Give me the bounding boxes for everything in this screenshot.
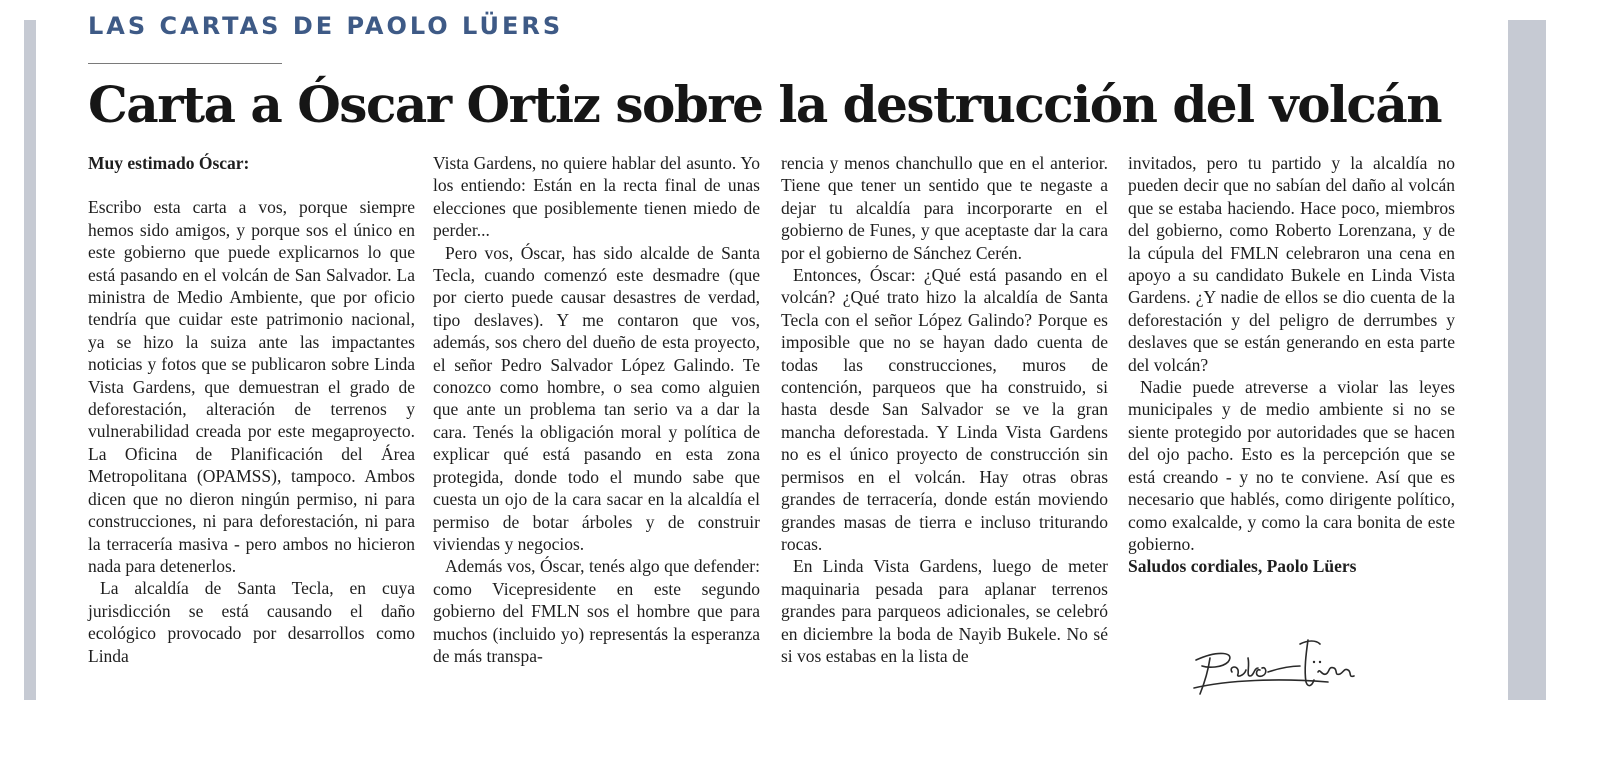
section-rule [88, 63, 282, 64]
paragraph: invitados, pero tu partido y la alcaldía no pueden decir que no sabían del daño al volcán que se estaba haciendo. Hace poco, miembros del gobierno, como Roberto Lorenzana, y de la cúpula del FMLN celebraron una cena en apoyo a su candidato Bukele en Linda Vista Gardens. ¿Y nadie de ellos se dio cuenta de la deforestación y del peligro de derrumbes y deslaves que se están generando en esta parte del volcán? [1128, 153, 1455, 375]
paragraph: Vista Gardens, no quiere hablar del asunto. Yo los entiendo: Están en la recta final de unas elecciones que posiblemente tienen miedo de perder... [433, 153, 760, 241]
right-margin-bar [1508, 20, 1546, 700]
article-column-4 [1128, 152, 1455, 578]
article-column-2 [433, 152, 760, 667]
headline: Carta a Óscar Ortiz sobre la destrucción del volcán [88, 75, 1442, 134]
paragraph: Además vos, Óscar, tenés algo que defender: como Vicepresidente en este segundo gobierno del FMLN sos el hombre que para muchos (incluido yo) representás la esperanza de más transpa- [433, 556, 760, 666]
paragraph: Escribo esta carta a vos, porque siempre hemos sido amigos, y porque sos el único en este gobierno que puede explicarnos lo que está pasando en el volcán de San Salvador. La ministra de Medio Ambiente, que por oficio tendría que cuidar este patrimonio nacional, ya se hizo la suiza ante las impactantes noticias y fotos que se publicaron sobre Linda Vista Gardens, que demuestran el grado de deforestación, alteración de terrenos y vulnerabilidad creada por este megaproyecto. La Oficina de Planificación del Área Metropolitana (OPAMSS), tampoco. Ambos dicen que no dieron ningún permiso, ni para construcciones, ni para deforestación, ni para la terracería masiva - pero ambos no hicieron nada para detenerlos. [88, 197, 415, 576]
article-column-1 [88, 152, 415, 667]
paragraph: Entonces, Óscar: ¿Qué está pasando en el volcán? ¿Qué trato hizo la alcaldía de Santa Tecla con el señor López Galindo? Porque es imposible que no se hayan dado cuenta de todas las construcciones, muros de contención, parqueos que ha construido, si hasta desde San Salvador se ve la gran mancha deforestada. Y Linda Vista Gardens no es el único proyecto de construcción sin permisos en el volcán. Hay otras obras grandes de terracería, donde están moviendo grandes masas de tierra e incluso triturando rocas. [781, 265, 1108, 554]
paragraph: La alcaldía de Santa Tecla, en cuya jurisdicción se está causando el daño ecológico provocado por desarrollos como Linda [88, 578, 415, 666]
paragraph: En Linda Vista Gardens, luego de meter maquinaria pesada para aplanar terrenos grandes para parqueos adicionales, se celebró en diciembre la boda de Nayib Bukele. No sé si vos estabas en la lista de [781, 556, 1108, 666]
section-label: LAS CARTAS DE PAOLO LÜERS [88, 12, 564, 40]
closing-line: Saludos cordiales, Paolo Lüers [1128, 556, 1357, 577]
paragraph: Nadie puede atreverse a violar las leyes municipales y de medio ambiente si no se siente protegido por autoridades que se hacen del ojo pacho. Esto es la percepción que se está creando - y no te conviene. Así que es necesario que hablés, como dirigente político, como exalcalde, y como la cara bonita de este gobierno. [1128, 377, 1455, 554]
paragraph: Pero vos, Óscar, has sido alcalde de Santa Tecla, cuando comenzó este desmadre (que por cierto puede causar desastres de verdad, tipo deslaves). Y me contaron que vos, además, sos chero del dueño de esta proyecto, el señor Pedro Salvador López Galindo. Te conozco como hombre, o sea como alguien que ante un problema tan serio va a dar la cara. Tenés la obligación moral y política de explicar qué está pasando en esta zona protegida, donde todo el mundo sabe que cuesta un ojo de la cara sacar en la alcaldía el permiso de botar árboles y de construir viviendas y negocios. [433, 242, 760, 554]
salutation: Muy estimado Óscar: [88, 153, 250, 173]
left-margin-bar [24, 20, 36, 700]
handwritten-signature [1188, 632, 1378, 702]
paragraph: rencia y menos chanchullo que en el anterior. Tiene que tener un sentido que te negaste a dejar tu alcaldía para incorporarte en el gobierno de Funes, y que aceptaste dar la cara por el gobierno de Sánchez Cerén. [781, 153, 1108, 263]
article-column-3 [781, 152, 1108, 667]
